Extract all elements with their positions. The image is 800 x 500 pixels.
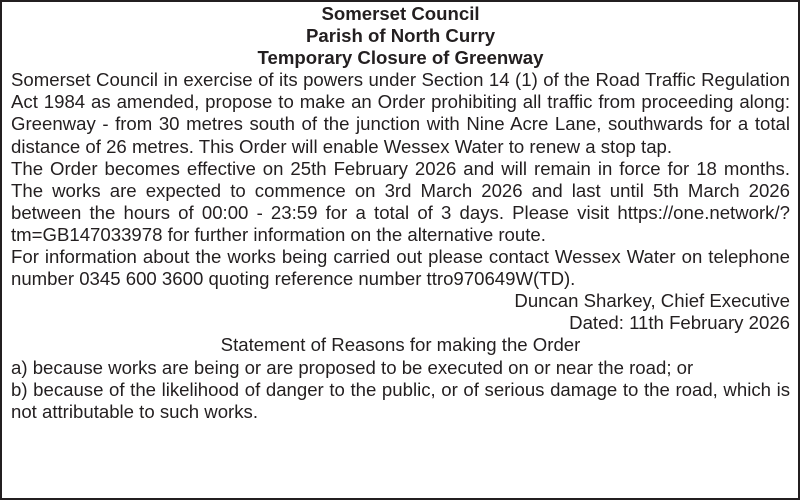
- dated-line: Dated: 11th February 2026: [569, 312, 790, 334]
- order-paragraph: Somerset Council in exercise of its powers under Section 14 (1) of the Road Traffic Regulation Act 1984 as amended, propose to make an Order prohibiting all traffic from proceeding along: Greenway - from 30 metres south of the junction with Nine Acre Lane, southwards for a total distance of 26 metres. This Order will enable Wessex Water to renew a stop tap.: [11, 69, 790, 157]
- effective-paragraph: The Order becomes effective on 25th February 2026 and will remain in force for 18 months. The works are expected to commence on 3rd March 2026 and last until 5th March 2026 between the hours of 00:00 - 23:59 for a total of 3 days. Please visit https://one.network/?tm=GB147033978 for further information on the alternative route.: [11, 157, 790, 245]
- reason-a: a) because works are being or are proposed to be executed on or near the road; or: [11, 356, 694, 378]
- notice-header: [11, 3, 790, 69]
- notice-title: Temporary Closure of Greenway: [257, 47, 544, 69]
- contact-paragraph: For information about the works being carried out please contact Wessex Water on telephone number 0345 600 3600 quoting reference number ttro970649W(TD).: [11, 246, 790, 290]
- signatory: Duncan Sharkey, Chief Executive: [514, 290, 790, 312]
- reason-b: b) because of the likelihood of danger to the public, or of serious damage to the road, which is not attributable to such works.: [11, 378, 790, 422]
- parish-name: Parish of North Curry: [305, 25, 496, 47]
- reasons-heading: Statement of Reasons for making the Order: [220, 334, 581, 356]
- council-name: Somerset Council: [321, 3, 480, 24]
